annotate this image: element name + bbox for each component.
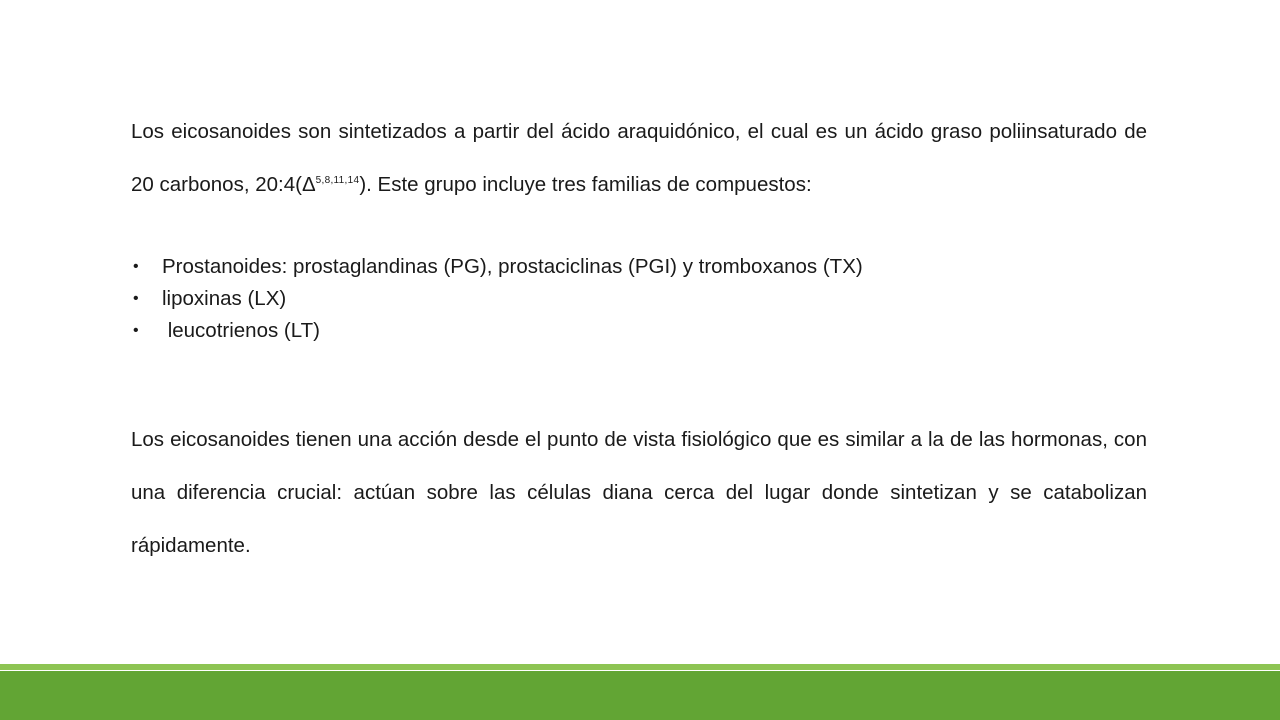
- bullet-icon: •: [133, 290, 139, 307]
- list-item-lipoxinas: [131, 283, 863, 315]
- list-item-text: Prostanoides: prostaglandinas (PG), prostaciclinas (PGI) y tromboxanos (TX): [162, 255, 863, 278]
- list-item-leucotrienos: [131, 315, 863, 347]
- intro-text-end: ). Este grupo incluye tres familias de compuestos:: [359, 173, 812, 196]
- bullet-icon: •: [133, 258, 139, 275]
- list-item-prostanoides: [131, 251, 863, 283]
- delta-superscript: 5,8,11,14: [315, 175, 360, 187]
- bullet-icon: •: [133, 322, 139, 339]
- physiology-paragraph: Los eicosanoides tienen una acción desde el punto de vista fisiológico que es similar a la de las hormonas, con una diferencia crucial: actúan sobre las células diana cerca del lugar donde sintetizan y se catabolizan rápidamente.: [131, 428, 1147, 557]
- intro-paragraph: [131, 105, 1147, 211]
- intro-text-start: Los eicosanoides son sintetizados a partir del ácido araquidónico, el cual es un ácido graso poliinsaturado de 20 carbonos, 20:4(Δ: [131, 120, 1147, 196]
- list-item-text: lipoxinas (LX): [162, 287, 287, 310]
- compound-families-list: [131, 251, 863, 347]
- list-item-text: leucotrienos (LT): [162, 319, 320, 342]
- footer-accent-bar-dark: [0, 671, 1280, 720]
- footer-accent-bar-light: [0, 664, 1280, 670]
